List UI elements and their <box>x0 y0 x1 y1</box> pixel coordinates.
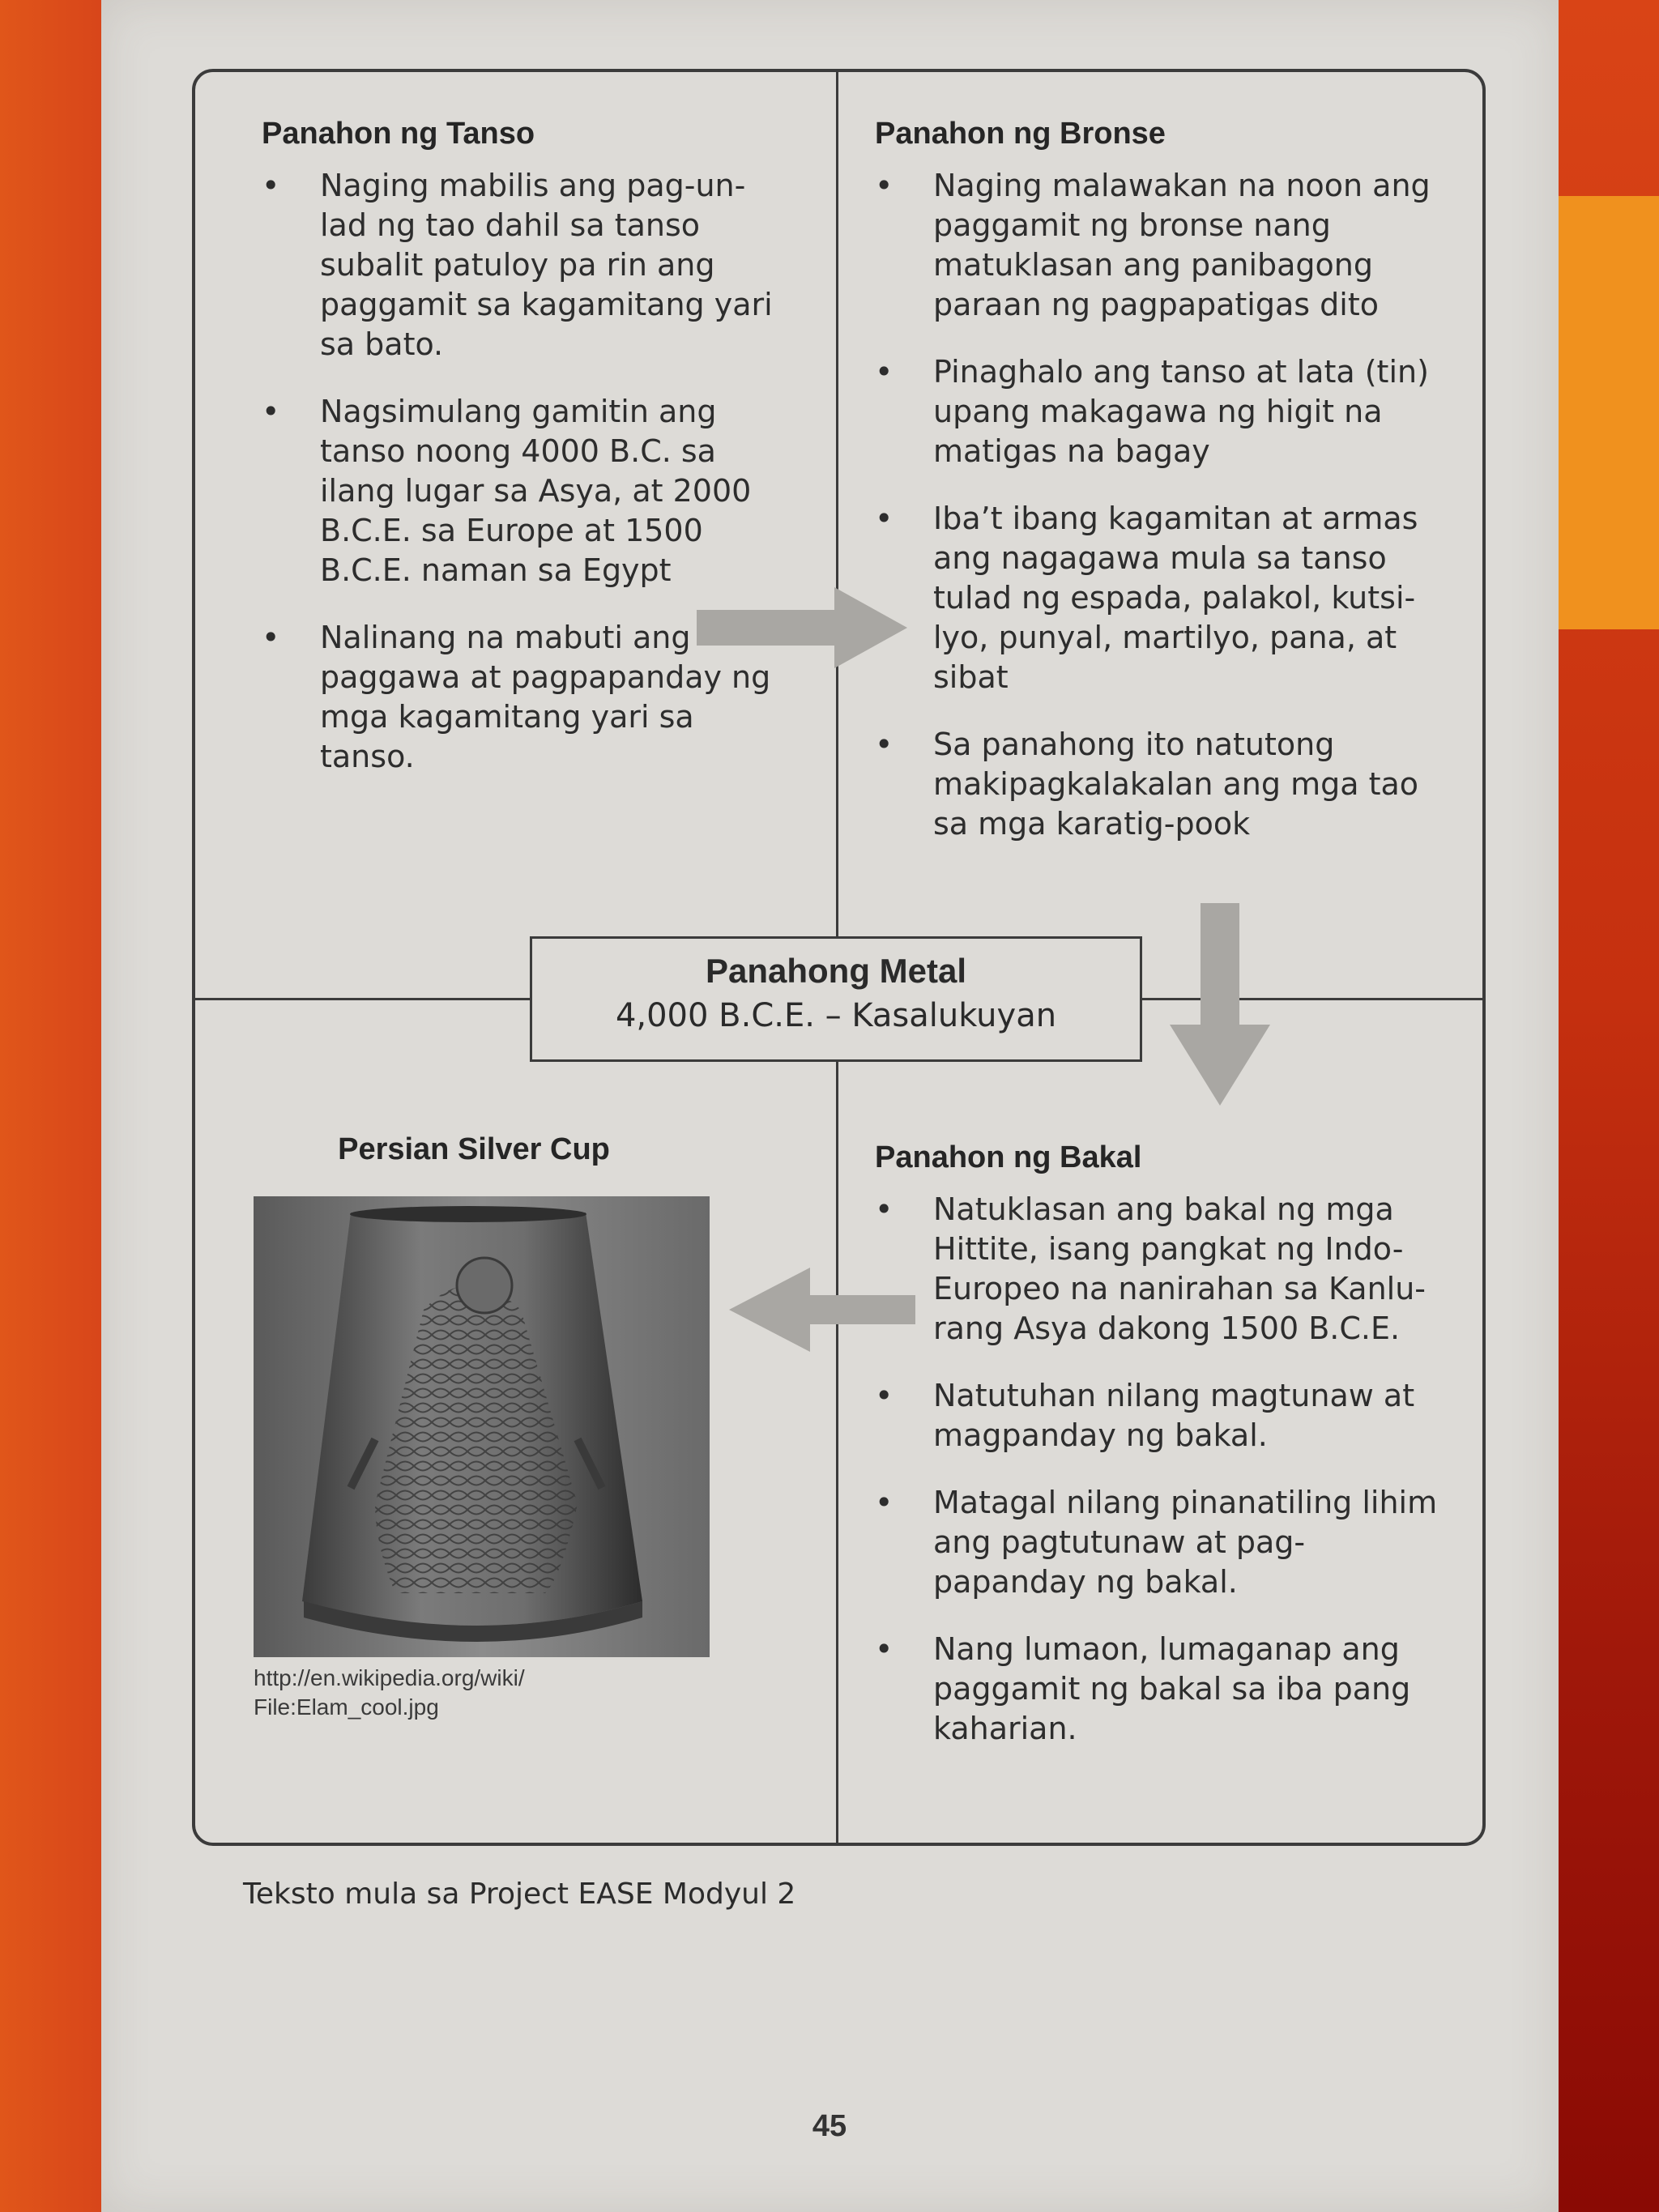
list-item: • Natutuhan nilang magtunaw at magpanday ng bakal. <box>875 1378 1415 1453</box>
list-item: • Nagsimulang gamitin ang tanso noong 4000 B.C. sa ilang lugar sa Asya, at 2000 B.C.E. sa Europe at 1500 B.C.E. naman sa Egypt <box>262 394 752 588</box>
list-item: • Naging mabilis ang pag-un- lad ng tao dahil sa tanso subalit patuloy pa rin ang paggamit sa kagamitang yari sa bato. <box>262 168 773 362</box>
source-credit: Teksto mula sa Project EASE Modyul 2 <box>243 1877 796 1911</box>
bullet-icon: • <box>875 727 893 762</box>
arrow-right-icon <box>697 587 907 668</box>
list-item: • Pinaghalo ang tanso at lata (tin) upang makagawa ng higit na matigas na bagay <box>875 354 1429 469</box>
bullet-icon: • <box>875 168 893 203</box>
diagram-horizontal-divider-left <box>192 998 530 1000</box>
bakal-heading: Panahon ng Bakal <box>875 1140 1142 1174</box>
bullet-icon: • <box>875 1631 893 1667</box>
bullet-icon: • <box>262 394 280 429</box>
arrow-down-icon <box>1170 903 1270 1106</box>
center-subtitle: 4,000 B.C.E. – Kasalukuyan <box>615 997 1057 1034</box>
list-item: • Naging malawakan na noon ang paggamit ng bronse nang matuklasan ang panibagong paraan ng pagpapatigas dito <box>875 168 1431 322</box>
bullet-icon: • <box>262 168 280 203</box>
quadrant-tanso <box>262 117 780 804</box>
cup-source-url: http://en.wikipedia.org/wiki/ File:Elam_cool.jpg <box>254 1665 525 1720</box>
list-item: • Nang lumaon, lumaganap ang paggamit ng bakal sa iba pang kaharian. <box>875 1631 1411 1746</box>
list-item: • Natuklasan ang bakal ng mga Hittite, isang pangkat ng Indo- Europeo na nanirahan sa Kanlu- rang Asya dakong 1500 B.C.E. <box>875 1191 1426 1346</box>
bullet-icon: • <box>875 501 893 536</box>
list-item: • Nalinang na mabuti ang paggawa at pagpapanday ng mga kagamitang yari sa tanso. <box>262 620 771 774</box>
bronse-heading: Panahon ng Bronse <box>875 117 1166 151</box>
list-item: • Matagal nilang pinanatiling lihim ang pagtutunaw at pag- papanday ng bakal. <box>875 1485 1438 1600</box>
quadrant-bronse <box>875 117 1458 872</box>
orange-accent-block <box>1559 196 1659 629</box>
bullet-icon: • <box>262 620 280 655</box>
list-item: • Sa panahong ito natutong makipagkalakalan ang mga tao sa mga karatig-pook <box>875 727 1419 842</box>
bullet-icon: • <box>875 354 893 390</box>
persian-silver-cup-photo <box>254 1196 710 1657</box>
quadrant-bakal <box>875 1140 1458 1776</box>
page-number: 45 <box>812 2109 847 2143</box>
cup-title: Persian Silver Cup <box>338 1132 610 1166</box>
list-item: • Iba’t ibang kagamitan at armas ang nagagawa mula sa tanso tulad ng espada, palakol, kutsi- lyo, punyal, martilyo, pana, at sibat <box>875 501 1418 695</box>
center-title: Panahong Metal <box>705 952 967 990</box>
bullet-icon: • <box>875 1191 893 1227</box>
bullet-icon: • <box>875 1485 893 1520</box>
tanso-heading: Panahon ng Tanso <box>262 117 535 151</box>
center-title-box <box>530 936 1142 1062</box>
bullet-icon: • <box>875 1378 893 1413</box>
